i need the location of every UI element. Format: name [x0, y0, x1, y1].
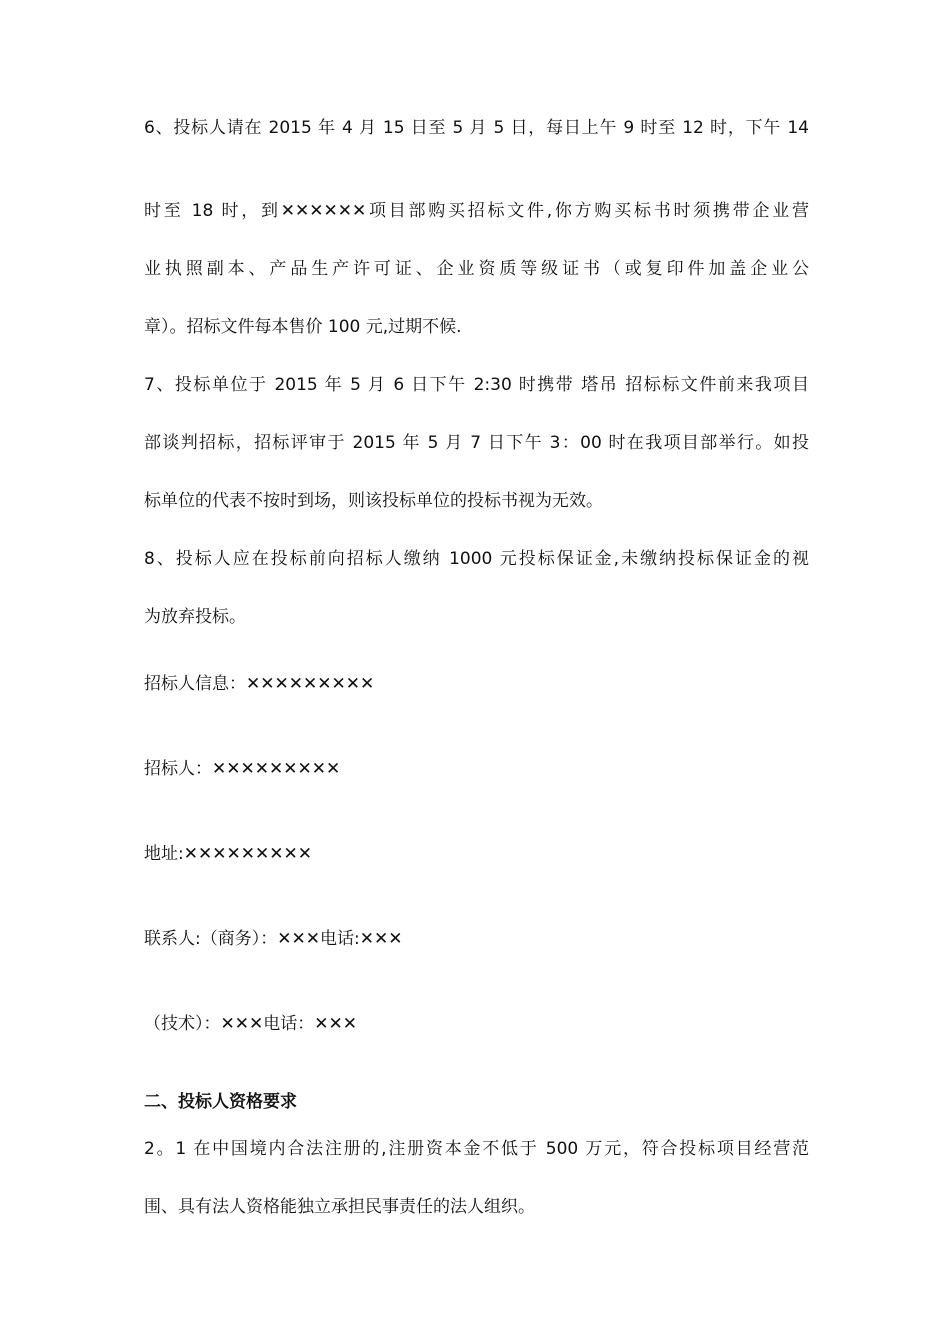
paragraph-6-line-2: 时至 18 时，到✕✕✕✕✕✕项目部购买招标文件,你方购买标书时须携带企业营: [144, 201, 809, 221]
paragraph-7-line-3: 标单位的代表不按时到场，则该投标单位的投标书视为无效。: [144, 491, 603, 511]
tenderer-row: [144, 757, 809, 781]
contact-business-label: 联系人:（商务）：: [144, 929, 278, 949]
paragraph-6-line-3: 业执照副本、产品生产许可证、企业资质等级证书（或复印件加盖企业公: [144, 259, 809, 279]
address-row: [144, 842, 809, 866]
contact-business-row: [144, 927, 809, 951]
tenderer-info-label: 招标人信息：: [144, 674, 246, 694]
paragraph-6-line-4: 章）。招标文件每本售价 100 元,过期不候.: [144, 317, 462, 337]
contact-business-phone: ✕✕✕: [359, 929, 403, 949]
contact-tech-phone: ✕✕✕: [314, 1014, 357, 1034]
tenderer-info-header: [144, 672, 809, 696]
paragraph-8-line-2: 为放弃投标。: [144, 607, 246, 627]
section-2-item-line-1: 2。1 在中国境内合法注册的,注册资本金不低于 500 万元，符合投标项目经营范: [144, 1139, 809, 1159]
contact-tech-phone-label: 电话：: [263, 1014, 315, 1034]
contact-business-name: ✕✕✕: [277, 929, 320, 949]
tenderer-label: 招标人：: [144, 759, 212, 779]
tenderer-value: ✕✕✕✕✕✕✕✕✕: [212, 759, 341, 779]
address-label: 地址:: [144, 844, 184, 864]
contact-tech-label: （技术）：: [144, 1014, 221, 1034]
paragraph-8-line-1: 8、投标人应在投标前向招标人缴纳 1000 元投标保证金,未缴纳投标保证金的视: [144, 549, 809, 569]
contact-tech-row: [144, 1012, 809, 1036]
contact-business-phone-label: 电话:: [319, 929, 360, 949]
paragraph-7-line-1: 7、投标单位于 2015 年 5 月 6 日下午 2:30 时携带 塔吊 招标标文件前来我项目: [144, 375, 809, 395]
contact-tech-name: ✕✕✕: [220, 1014, 264, 1034]
paragraph-6-line-1: 6、投标人请在 2015 年 4 月 15 日至 5 月 5 日，每日上午 9 时至 12 时，下午 14: [144, 118, 809, 138]
address-value: ✕✕✕✕✕✕✕✕✕: [183, 844, 312, 864]
tenderer-info-value: ✕✕✕✕✕✕✕✕✕: [246, 674, 375, 694]
paragraph-7-line-2: 部谈判招标，招标评审于 2015 年 5 月 7 日下午 3：00 时在我项目部举行。如投: [144, 433, 809, 453]
section-2-heading: 二、投标人资格要求: [144, 1092, 297, 1112]
section-2-item-line-2: 围、具有法人资格能独立承担民事责任的法人组织。: [144, 1197, 535, 1217]
